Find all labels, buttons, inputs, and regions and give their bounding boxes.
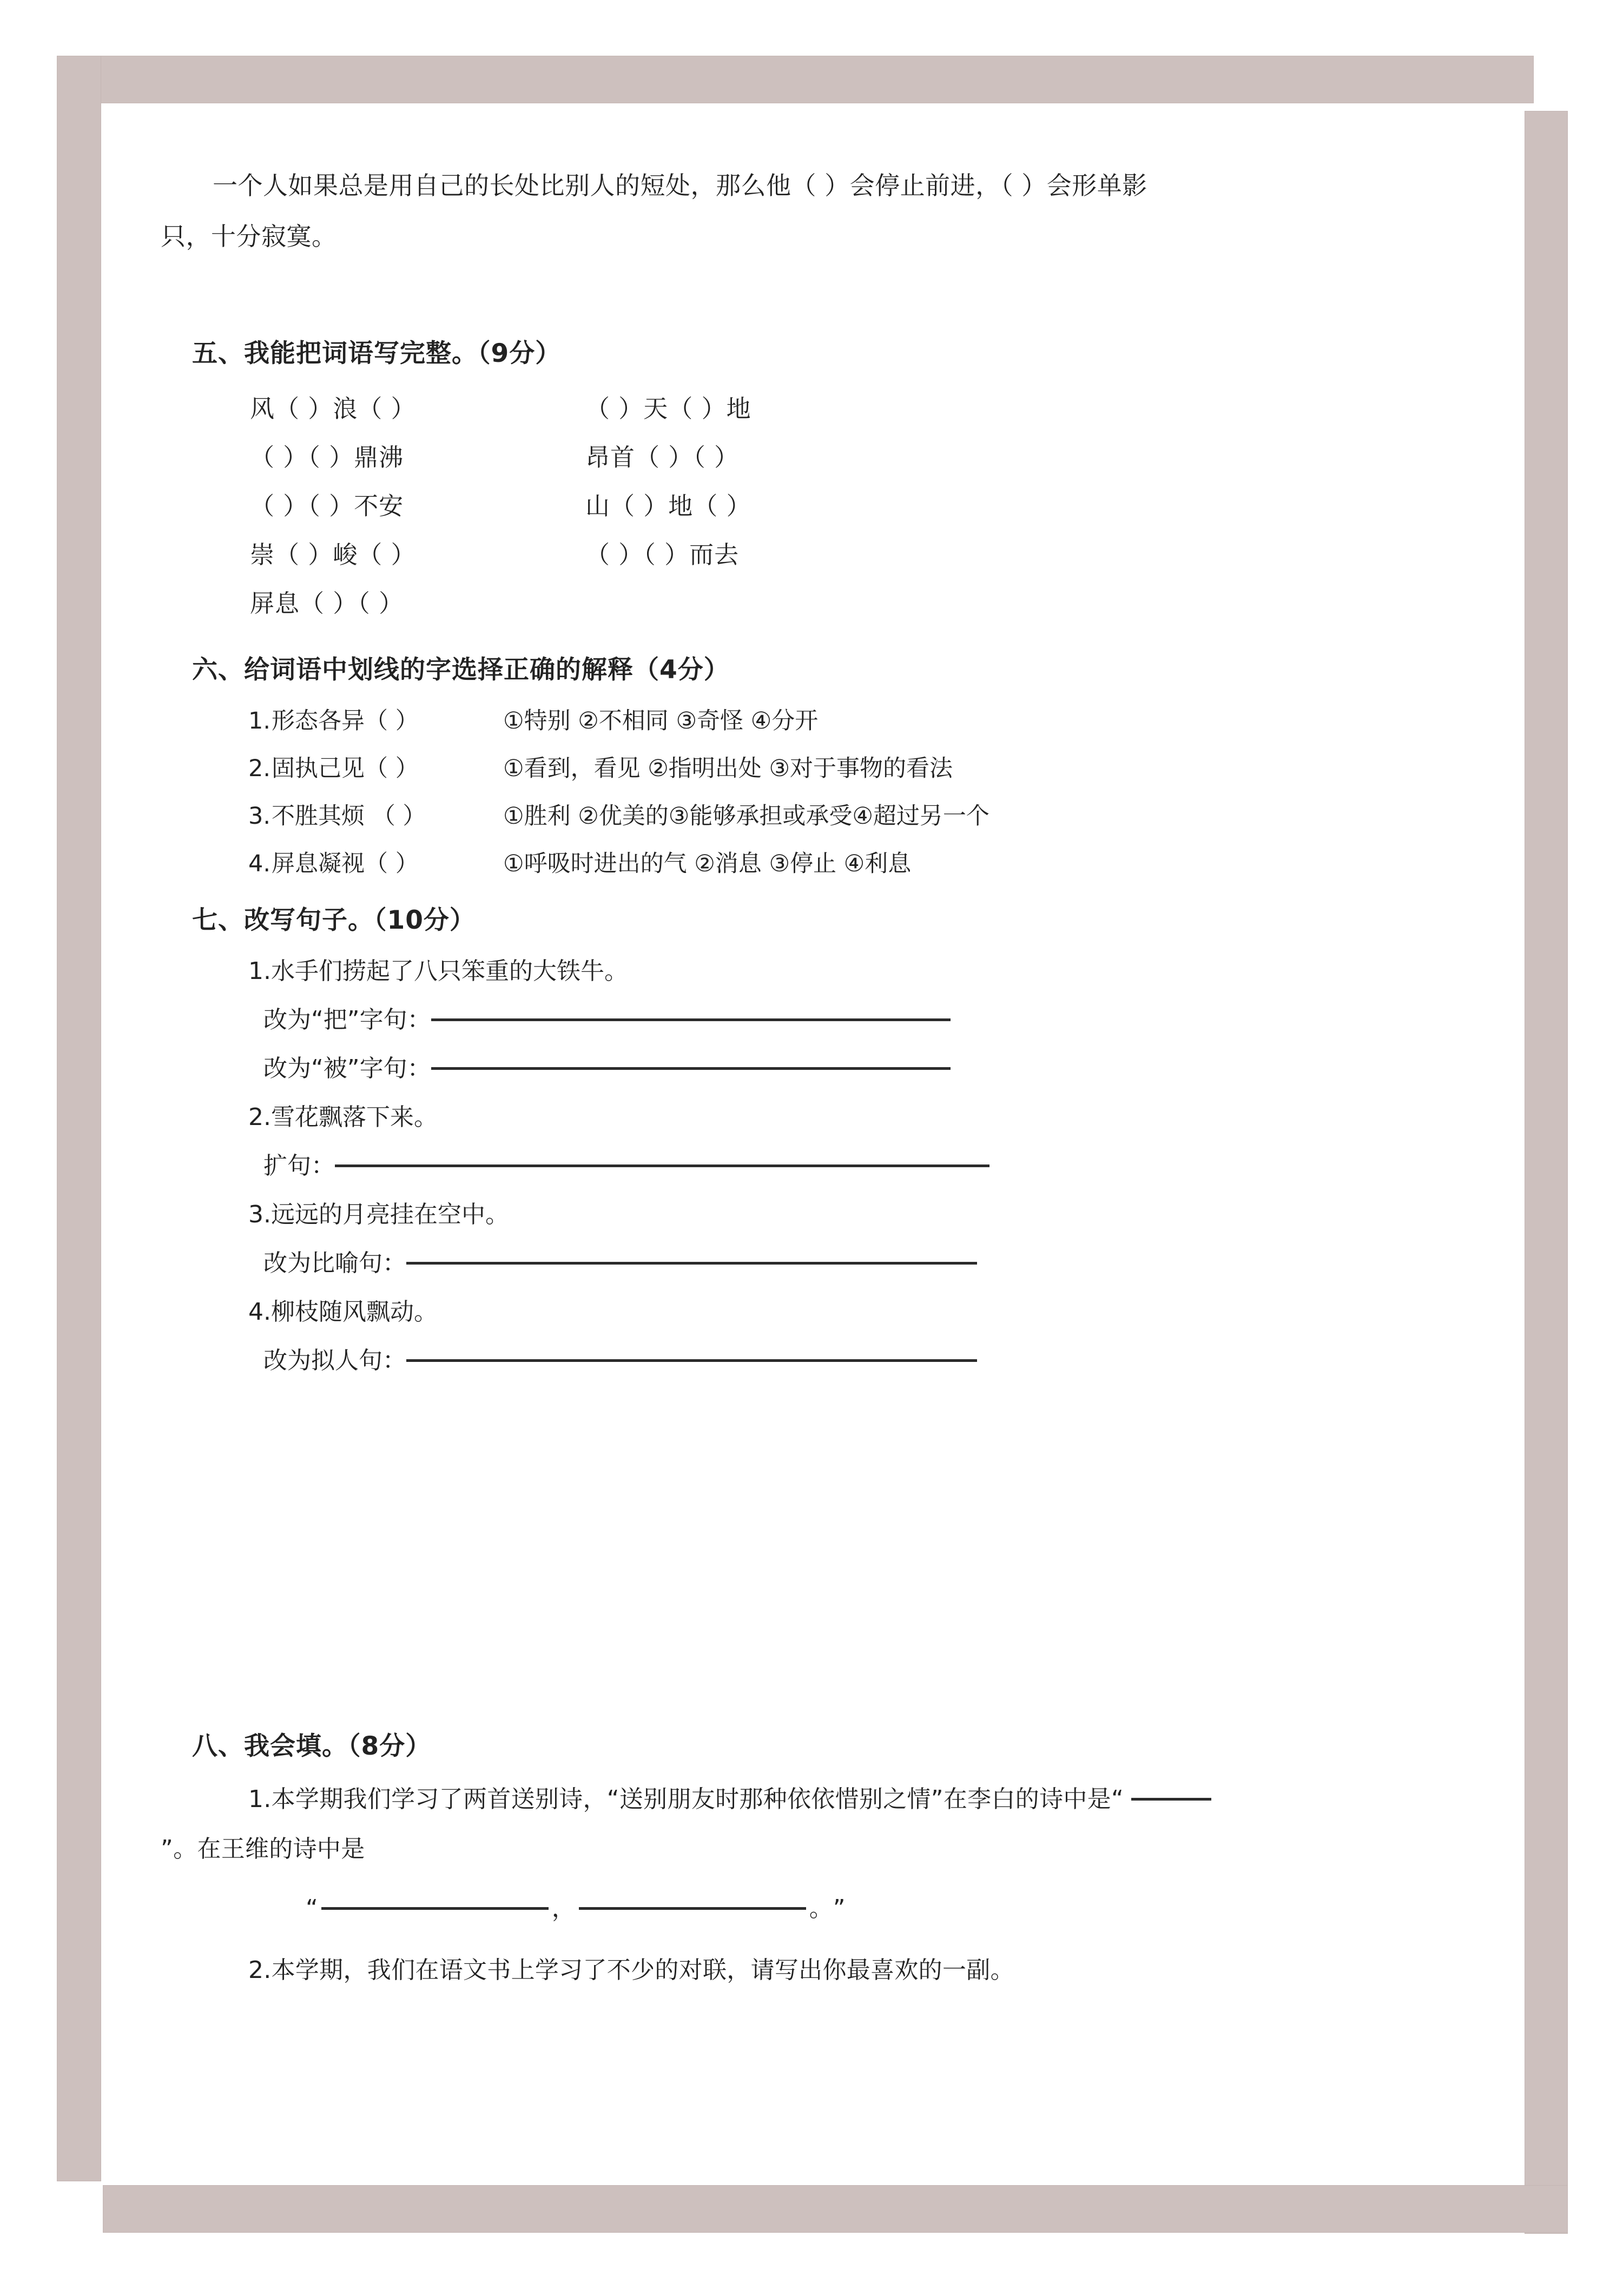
rewrite-answer-label: 改为“被”字句： (263, 1055, 431, 1082)
frame-bar-bottom (103, 2185, 1568, 2233)
couplet-blank-line-2[interactable] (579, 1907, 806, 1910)
choice-stem: 不胜其烦 （ ） (272, 803, 426, 830)
choice-stem: 固执己见（ ） (272, 755, 419, 782)
choice-item (248, 697, 1493, 745)
choice-options: ①看到，看见 ②指明出处 ③对于事物的看法 (503, 755, 953, 782)
choice-stem: 屏息凝视（ ） (272, 850, 419, 877)
idiom-row (250, 579, 1440, 628)
answer-blank-line[interactable] (431, 1067, 951, 1070)
rewrite-question: 3.远远的月亮挂在空中。 (248, 1201, 509, 1228)
choice-item (248, 840, 1493, 888)
rewrite-answer-label: 改为比喻句： (263, 1249, 406, 1277)
frame-bar-top (57, 56, 1534, 103)
rewrite-answer-row (248, 1239, 1493, 1288)
idiom-right: （ ）（ ）而去 (585, 540, 740, 569)
choice-options: ①呼吸时进出的气 ②消息 ③停止 ④利息 (503, 850, 912, 877)
rewrite-question: 2.雪花飘落下来。 (248, 1103, 438, 1131)
idiom-left: （ ）（ ）鼎沸 (250, 443, 404, 472)
idiom-left: 崇（ ）峻（ ） (250, 540, 416, 569)
idiom-right: （ ）天（ ）地 (585, 394, 751, 423)
choice-options: ①胜利 ②优美的③能够承担或承受④超过另一个 (503, 803, 989, 830)
fill-blank-line[interactable] (1131, 1797, 1211, 1801)
choice-item (248, 792, 1493, 840)
couplet-open-quote: “ (306, 1895, 318, 1922)
answer-blank-line[interactable] (335, 1164, 989, 1167)
choice-stem: 形态各异（ ） (272, 707, 419, 735)
idiom-row (250, 433, 1440, 482)
idiom-left: （ ）（ ）不安 (250, 492, 404, 520)
frame-bar-right (1525, 111, 1568, 2234)
fill-item-1-line-1: 1.本学期我们学习了两首送别诗，“送别朋友时那种依依惜别之情”在李白的诗中是“ (161, 1775, 1486, 1824)
couplet-period: 。 (809, 1895, 833, 1922)
fill-item-2: 2.本学期，我们在语文书上学习了不少的对联，请写出你最喜欢的一副。 (248, 1956, 1014, 1984)
couplet-comma: ， (551, 1895, 576, 1922)
rewrite-question: 4.柳枝随风飘动。 (248, 1298, 438, 1326)
couplet-close-quote: ” (833, 1895, 846, 1922)
section-six-heading: 六、给词语中划线的字选择正确的解释（4分） (192, 655, 730, 685)
intro-line-2: 只，十分寂寞。 (161, 222, 337, 251)
rewrite-answer-row (248, 996, 1493, 1044)
choice-number: 2. (248, 755, 271, 782)
answer-blank-line[interactable] (406, 1261, 977, 1265)
frame-bar-left (57, 56, 101, 2181)
idiom-row (250, 482, 1440, 531)
choice-number: 4. (248, 850, 271, 877)
section-six-items (248, 697, 1493, 888)
idiom-row (250, 385, 1440, 433)
rewrite-answer-row (248, 1336, 1493, 1385)
fill-item-1-line-2: ”。在王维的诗中是 (161, 1835, 365, 1863)
section-eight-heading: 八、我会填。（8分） (192, 1731, 432, 1761)
rewrite-answer-label: 扩句： (263, 1152, 335, 1180)
rewrite-answer-label: 改为“把”字句： (263, 1006, 431, 1034)
section-eight-items (161, 1775, 1486, 1995)
intro-paragraph (161, 160, 1475, 262)
idiom-row (250, 531, 1440, 579)
answer-blank-line[interactable] (406, 1359, 977, 1362)
choice-item (248, 745, 1493, 792)
idiom-left: 屏息（ ）（ ） (250, 589, 404, 618)
section-seven-heading: 七、改写句子。（10分） (192, 905, 476, 935)
choice-number: 3. (248, 803, 271, 830)
paper-sheet (101, 103, 1525, 2185)
idiom-right: 山（ ）地（ ） (585, 492, 751, 520)
idiom-right: 昂首（ ）（ ） (585, 443, 740, 472)
intro-line-1: 一个人如果总是用自己的长处比别人的短处，那么他（ ）会停止前进，（ ）会形单影 (213, 171, 1147, 200)
couplet-answer-row (161, 1884, 1486, 1934)
idiom-left: 风（ ）浪（ ） (250, 394, 416, 423)
couplet-blank-line-1[interactable] (321, 1907, 549, 1910)
answer-blank-line[interactable] (431, 1018, 951, 1021)
rewrite-answer-row (248, 1142, 1493, 1190)
rewrite-answer-row (248, 1044, 1493, 1093)
choice-number: 1. (248, 707, 271, 735)
rewrite-question: 1.水手们捞起了八只笨重的大铁牛。 (248, 957, 628, 985)
rewrite-answer-label: 改为拟人句： (263, 1347, 406, 1374)
choice-options: ①特别 ②不相同 ③奇怪 ④分开 (503, 707, 819, 735)
section-five-heading: 五、我能把词语写完整。（9分） (192, 339, 562, 368)
section-five-idioms (250, 385, 1440, 628)
section-seven-items (248, 947, 1493, 1385)
